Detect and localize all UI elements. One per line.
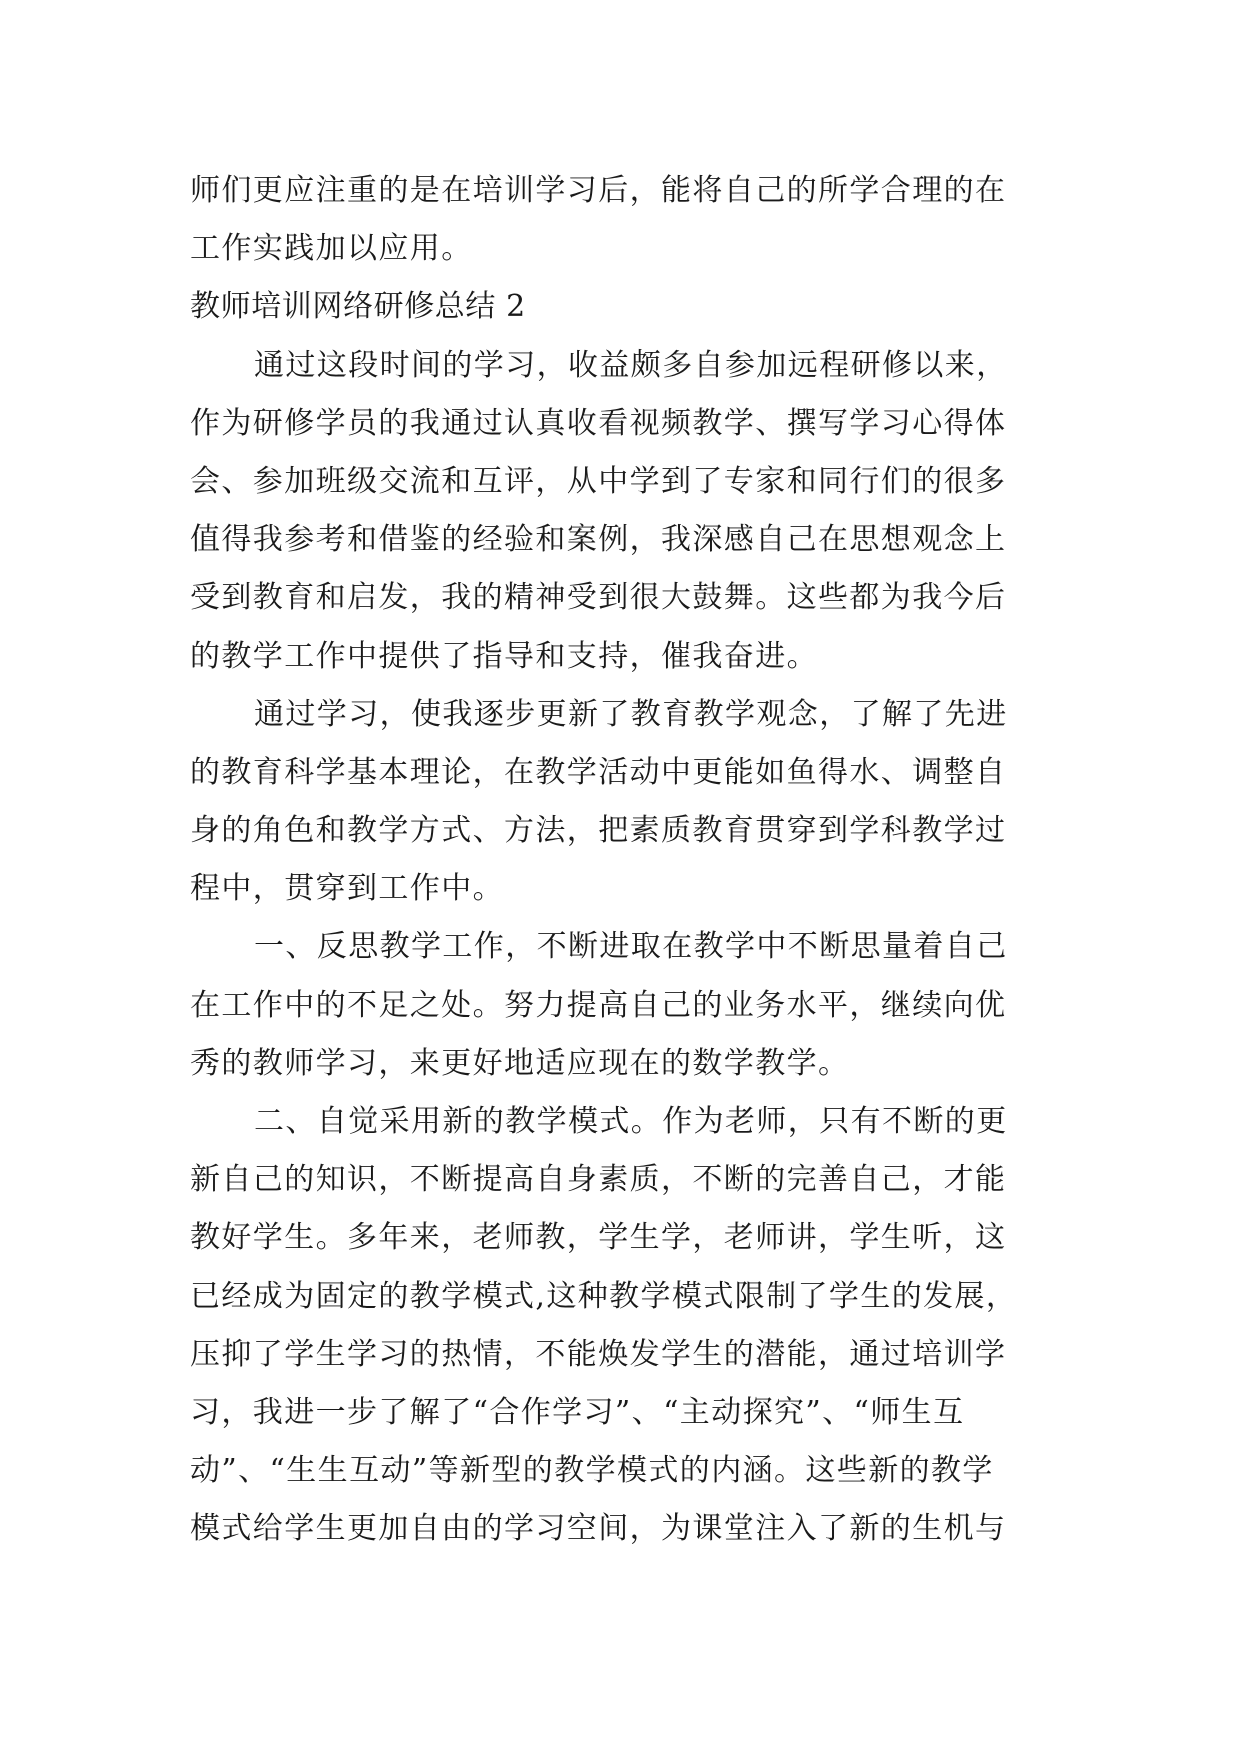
text-line: 模式给学生更加自由的学习空间，为课堂注入了新的生机与: [190, 1511, 1007, 1547]
text-line: 通过学习，使我逐步更新了教育教学观念，了解了先进: [254, 696, 1008, 732]
text-line: 受到教育和启发，我的精神受到很大鼓舞。这些都为我今后: [190, 580, 1007, 616]
text-line: 师们更应注重的是在培训学习后，能将自己的所学合理的在: [190, 173, 1007, 208]
text-line: 值得我参考和借鉴的经验和案例，我深感自己在思想观念上: [190, 522, 1007, 558]
text-line: 秀的教师学习，来更好地适应现在的数学教学。: [190, 1045, 850, 1081]
text-line: 二、自觉采用新的教学模式。作为老师，只有不断的更: [254, 1104, 1008, 1139]
document-body: [190, 162, 1050, 1559]
text-line: 的教育科学基本理论，在教学活动中更能如鱼得水、调整自: [190, 754, 1007, 790]
text-line: 在工作中的不足之处。努力提高自己的业务水平，继续向优: [190, 987, 1007, 1023]
text-line: 作为研修学员的我通过认真收看视频教学、撰写学习心得体: [190, 405, 1007, 441]
text-line: 一、反思教学工作，不断进取在教学中不断思量着自己: [254, 929, 1008, 965]
text-line: 习，我进一步了解了“合作学习”、“主动探究”、“师生互: [190, 1394, 965, 1430]
text-line: 通过这段时间的学习，收益颇多自参加远程研修以来，: [254, 347, 1008, 383]
text-line: 的教学工作中提供了指导和支持，催我奋进。: [190, 638, 818, 674]
section-heading: 教师培训网络研修总结 2: [190, 289, 526, 325]
text-line: 教好学生。多年来，老师教，学生学，老师讲，学生听，这: [190, 1220, 1007, 1256]
text-line: 身的角色和教学方式、方法，把素质教育贯穿到学科教学过: [190, 813, 1007, 849]
text-line: 新自己的知识，不断提高自身素质，不断的完善自己，才能: [190, 1162, 1007, 1198]
text-line: 会、参加班级交流和互评，从中学到了专家和同行们的很多: [190, 463, 1007, 499]
text-line: 程中，贯穿到工作中。: [190, 871, 504, 907]
text-line: 已经成为固定的教学模式,这种教学模式限制了学生的发展，: [190, 1278, 1018, 1314]
text-line: 工作实践加以应用。: [190, 231, 473, 267]
text-line: 压抑了学生学习的热情，不能焕发学生的潜能，通过培训学: [190, 1336, 1007, 1372]
text-line: 动”、“生生互动”等新型的教学模式的内涵。这些新的教学: [190, 1453, 994, 1489]
